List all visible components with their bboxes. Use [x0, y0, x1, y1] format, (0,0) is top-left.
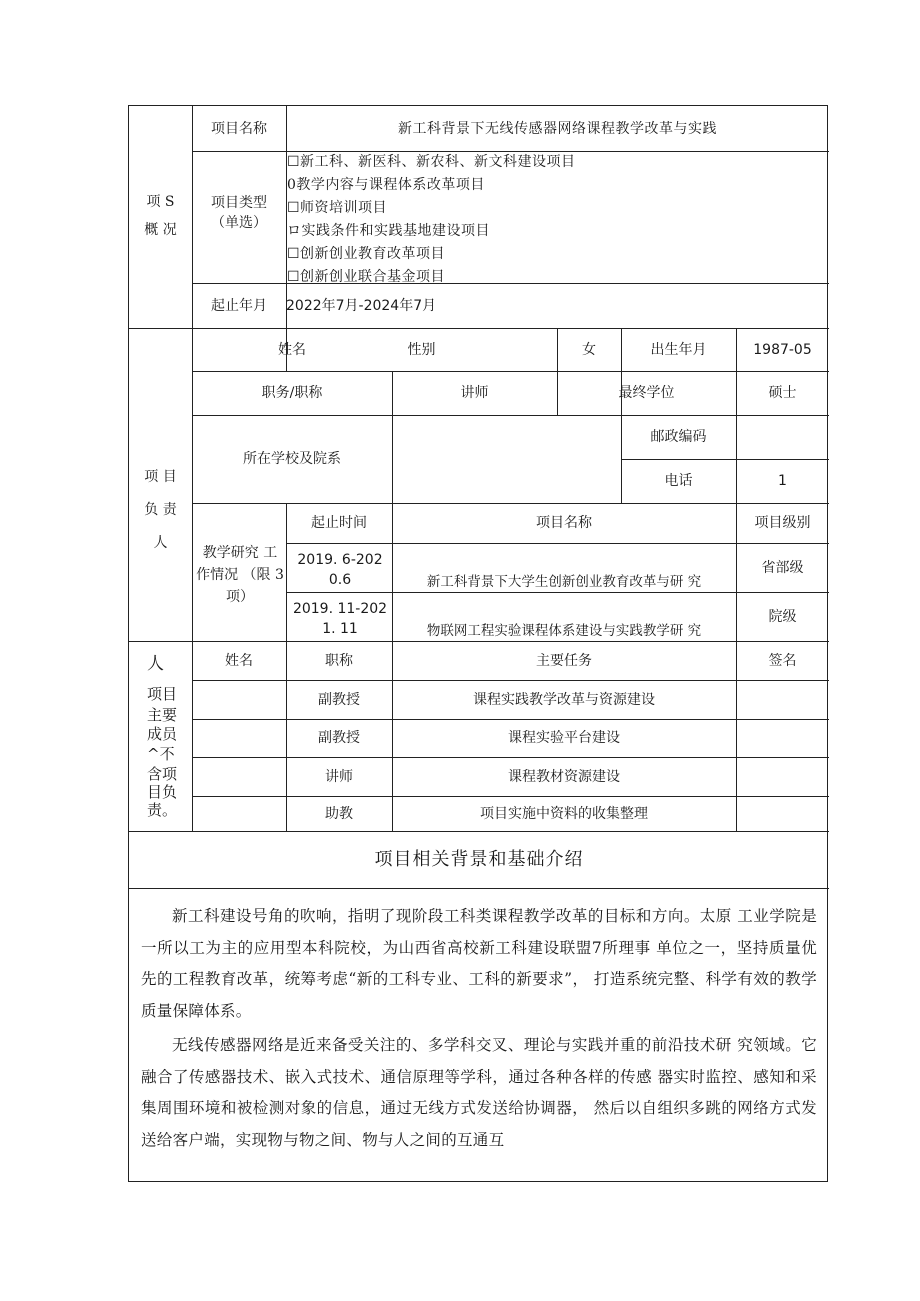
research-row-1-time: 2019. 6-2020.6 — [297, 552, 383, 588]
members-header-task: 主要任务 — [536, 652, 592, 669]
project-type-note: （单选） — [211, 215, 267, 231]
phone-label: 电话 — [664, 473, 693, 489]
members-header-title: 职称 — [325, 652, 353, 669]
member-1-title: 副教授 — [318, 691, 360, 708]
research-header-time: 起止时间 — [311, 515, 367, 531]
type-option-curriculum-reform[interactable]: 0教学内容与课程体系改革项目 — [287, 177, 485, 193]
research-row-2-name: 物联网工程实验课程体系建设与实践教学研 究 — [426, 623, 702, 639]
leader-name-label: 姓名 — [278, 341, 306, 358]
background-paragraph-2: 无线传感器网络是近来备受关注的、多学科交叉、理论与实践并重的前沿技术研 究领域。它融合了传感器技术、嵌入式技术、通信原理等学科，通过各种各样的传感 器实时监控、感知和采集周围环境和被检测对象的信息，通过无线方式发送给协调器， 然后以自组织多跳的网络方式发送给客户端，实现物与物之间、物与人之间的互通互 — [141, 1036, 817, 1149]
research-row-1-name: 新工科背景下大学生创新创业教育改革与研 究 — [426, 574, 702, 590]
research-row-2-level: 院级 — [768, 608, 797, 625]
member-4-task: 项目实施中资料的收集整理 — [480, 805, 648, 822]
leader-section-label: 项 目 负 责 人 — [144, 469, 177, 551]
members-header-name: 姓名 — [225, 652, 253, 669]
member-3-title: 讲师 — [325, 768, 353, 785]
gender-label: 性别 — [407, 341, 436, 358]
birth-value: 1987-05 — [753, 341, 812, 358]
project-name-value: 新工科背景下无线传感器网络课程教学改革与实践 — [398, 120, 717, 137]
period-value: 2022年7月-2024年7月 — [286, 298, 437, 314]
research-row-2-time: 2019. 11-2021. 11 — [292, 601, 388, 637]
type-option-innovation-fund[interactable]: ☐创新创业联合基金项目 — [287, 269, 446, 285]
degree-value: 硕士 — [768, 385, 797, 401]
project-type-label-cell — [192, 191, 286, 235]
type-option-innovation-reform[interactable]: ☐创新创业教育改革项目 — [287, 246, 446, 262]
postcode-label: 邮政编码 — [650, 429, 707, 445]
member-2-task: 课程实验平台建设 — [508, 730, 620, 746]
title-label: 职务/职称 — [261, 385, 323, 401]
type-option-new-disciplines[interactable]: ☐新工科、新医科、新农科、新文科建设项目 — [287, 154, 576, 170]
gender-value: 女 — [582, 341, 596, 358]
background-paragraph-1: 新工科建设号角的吹响，指明了现阶段工科类课程教学改革的目标和方向。太原 工业学院是一所以工为主的应用型本科院校，为山西省高校新工科建设联盟7所理事 单位之一，坚持质量优先的工程教育改革，统筹考虑“新的工科专业、工科的新要求”， 打造系统完整、科学有效的教学质量保障体系。 — [141, 907, 817, 1020]
members-header-signature: 签名 — [768, 652, 797, 669]
title-value: 讲师 — [460, 385, 489, 401]
type-option-teacher-training[interactable]: ☐师资培训项目 — [287, 200, 388, 216]
member-3-task: 课程教材资源建设 — [508, 768, 620, 785]
period-label: 起止年月 — [211, 297, 267, 314]
member-4-title: 助教 — [325, 805, 353, 822]
members-section-label: 人 项目 主要 成员 ^不 含项 目负 责。 — [147, 654, 178, 819]
research-header-name: 项目名称 — [536, 515, 592, 531]
research-label: 教学研究 工作情况 （限 3项） — [196, 545, 284, 605]
research-row-1-level: 省部级 — [761, 559, 804, 576]
school-label: 所在学校及院系 — [243, 451, 341, 467]
member-2-title: 副教授 — [318, 730, 360, 746]
phone-value: 1 — [778, 473, 787, 489]
member-1-task: 课程实践教学改革与资源建设 — [473, 691, 655, 708]
project-type-label: 项目类型 — [211, 195, 267, 211]
type-option-practice-base[interactable]: ロ实践条件和实践基地建设项目 — [287, 223, 490, 239]
research-header-level: 项目级别 — [754, 515, 811, 531]
application-form — [128, 105, 828, 1182]
birth-label: 出生年月 — [650, 341, 707, 358]
background-heading: 项目相关背景和基础介绍 — [374, 848, 584, 870]
project-name-label: 项目名称 — [211, 120, 267, 137]
degree-label: 最终学位 — [618, 385, 675, 401]
overview-section-label: 项 S 概 况 — [144, 194, 177, 238]
